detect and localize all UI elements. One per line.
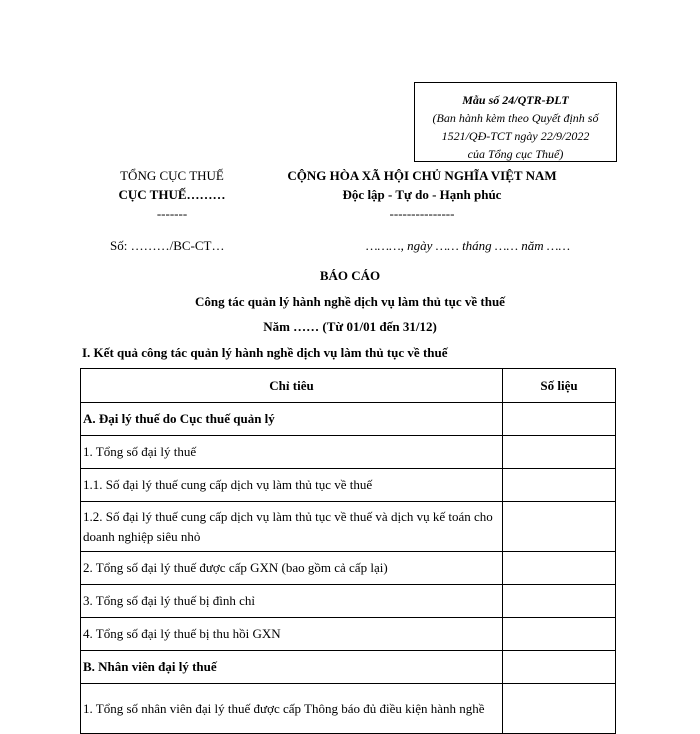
row-value[interactable]	[503, 552, 616, 585]
row-label: 1.1. Số đại lý thuế cung cấp dịch vụ làm thủ tục về thuế	[81, 469, 503, 502]
table-row	[81, 684, 616, 734]
row-value[interactable]	[503, 651, 616, 684]
report-title: BÁO CÁO	[319, 268, 381, 283]
table-row	[81, 502, 616, 552]
table-row	[81, 585, 616, 618]
report-subtitle: Công tác quản lý hành nghề dịch vụ làm thủ tục về thuế	[195, 294, 505, 309]
row-label: B. Nhân viên đại lý thuế	[81, 651, 503, 684]
row-label: 3. Tổng số đại lý thuế bị đình chỉ	[81, 585, 503, 618]
form-code: Mẫu số 24/QTR-ĐLT	[462, 93, 569, 107]
nation-motto: Độc lập - Tự do - Hạnh phúc	[342, 187, 502, 202]
table-row	[81, 651, 616, 684]
row-value[interactable]	[503, 403, 616, 436]
row-label: 1.2. Số đại lý thuế cung cấp dịch vụ làm thủ tục về thuế và dịch vụ kế toán cho doanh nghiệp siêu nhỏ	[81, 502, 503, 552]
table-row	[81, 469, 616, 502]
nation-name: CỘNG HÒA XÃ HỘI CHỦ NGHĨA VIỆT NAM	[287, 168, 557, 183]
report-table	[80, 368, 616, 734]
row-label: 1. Tổng số nhân viên đại lý thuế được cấp Thông báo đủ điều kiện hành nghề	[81, 684, 503, 734]
report-period: Năm …… (Từ 01/01 đến 31/12)	[263, 319, 437, 334]
table-row	[81, 618, 616, 651]
row-value[interactable]	[503, 502, 616, 552]
section-heading: I. Kết quả công tác quản lý hành nghề dịch vụ làm thủ tục về thuế	[82, 345, 448, 360]
row-value[interactable]	[503, 469, 616, 502]
form-decision-line-1: (Ban hành kèm theo Quyết định số	[432, 111, 599, 125]
row-value[interactable]	[503, 618, 616, 651]
document-number: Số: ………/BC-CT…	[110, 238, 225, 253]
row-value[interactable]	[503, 684, 616, 734]
row-label: A. Đại lý thuế do Cục thuế quản lý	[81, 403, 503, 436]
table-row	[81, 403, 616, 436]
header-value: Số liệu	[503, 369, 616, 403]
row-value[interactable]	[503, 436, 616, 469]
agency-sub-name: CỤC THUẾ………	[118, 187, 226, 202]
row-label: 1. Tổng số đại lý thuế	[81, 436, 503, 469]
agency-name: TỔNG CỤC THUẾ	[120, 168, 224, 183]
form-decision-line-3: của Tổng cục Thuế)	[467, 147, 564, 161]
document-date: ………, ngày …… tháng …… năm ……	[366, 238, 571, 253]
row-value[interactable]	[503, 585, 616, 618]
table-row	[81, 552, 616, 585]
nation-divider: ---------------	[389, 206, 455, 221]
header-criteria: Chỉ tiêu	[81, 369, 503, 403]
table-row	[81, 436, 616, 469]
form-decision-line-2: 1521/QĐ-TCT ngày 22/9/2022	[441, 129, 590, 143]
row-label: 4. Tổng số đại lý thuế bị thu hồi GXN	[81, 618, 503, 651]
row-label: 2. Tổng số đại lý thuế được cấp GXN (bao gồm cả cấp lại)	[81, 552, 503, 585]
table-header-row	[81, 369, 616, 403]
agency-divider: -------	[156, 206, 188, 221]
form-code-box	[414, 82, 617, 162]
